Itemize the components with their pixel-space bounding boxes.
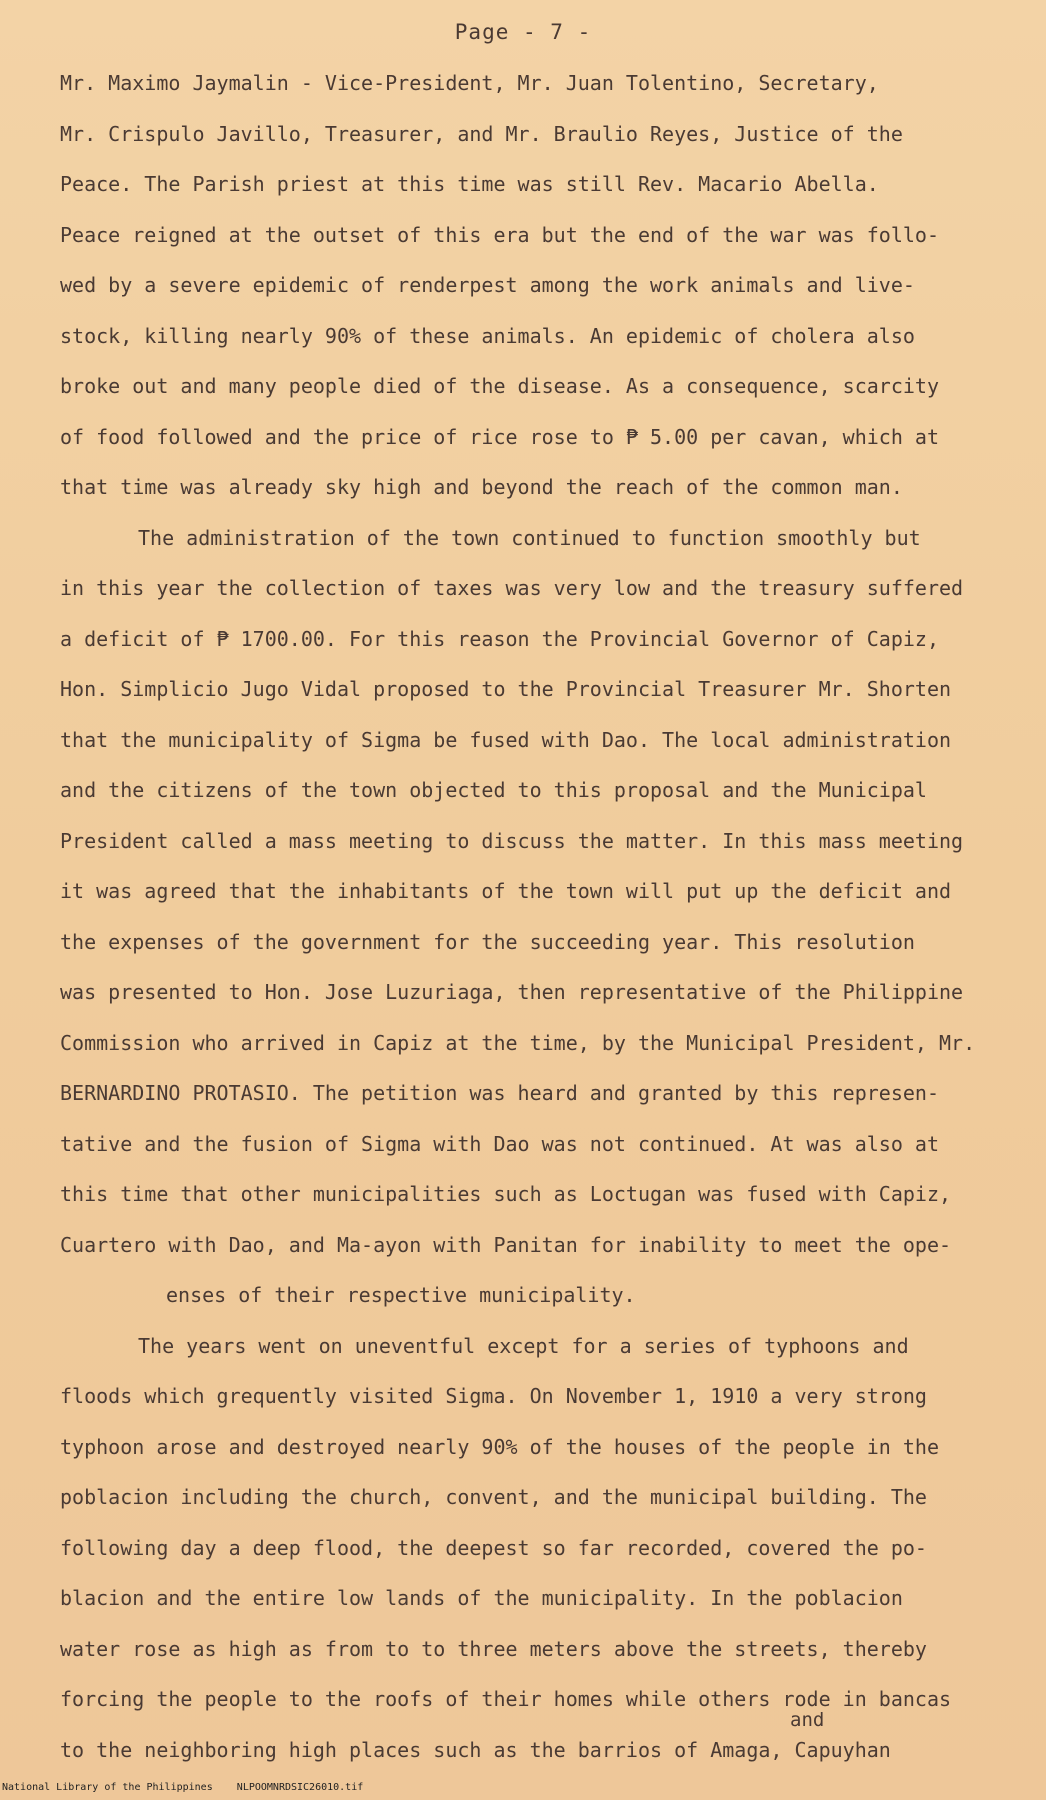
- page-header: Page - 7 -: [454, 20, 592, 44]
- text-line: stock, killing nearly 90% of these animals. An epidemic of cholera also: [60, 323, 915, 348]
- text-line: and the citizens of the town objected to this proposal and the Municipal: [60, 778, 927, 802]
- text-line: was presented to Hon. Jose Luzuriaga, then representative of the Philippine: [60, 980, 964, 1004]
- text-line: enses of their respective municipality.: [166, 1283, 636, 1307]
- text-line: Mr. Crispulo Javillo, Treasurer, and Mr. Braulio Reyes, Justice of the: [60, 121, 903, 146]
- text-line: a deficit of ₱ 1700.00. For this reason the Provincial Governor of Capiz,: [60, 626, 939, 651]
- text-line: that time was already sky high and beyond the reach of the common man.: [60, 475, 903, 499]
- text-line: tative and the fusion of Sigma with Dao was not continued. At was also at: [60, 1131, 939, 1156]
- text-line: blacion and the entire low lands of the municipality. In the poblacion: [60, 1586, 903, 1610]
- text-line: broke out and many people died of the disease. As a consequence, scarcity: [60, 374, 939, 398]
- text-line: following day a deep flood, the deepest so far recorded, covered the po-: [60, 1535, 927, 1560]
- text-line: typhoon arose and destroyed nearly 90% of the houses of the people in the: [60, 1434, 939, 1459]
- paragraph-start-line: The years went on uneventful except for a series of typhoons and: [138, 1333, 909, 1358]
- text-line: Hon. Simplicio Jugo Vidal proposed to the Provincial Treasurer Mr. Shorten: [60, 677, 952, 701]
- text-line: poblacion including the church, convent, and the municipal building. The: [60, 1485, 927, 1509]
- body-text: [60, 68, 1020, 1785]
- inserted-word: and: [790, 1709, 825, 1731]
- text-line: water rose as high as from to to three meters above the streets, thereby: [60, 1636, 927, 1661]
- text-line: of food followed and the price of rice rose to ₱ 5.00 per cavan, which at: [60, 424, 939, 449]
- text-line: floods which grequently visited Sigma. On November 1, 1910 a very strong: [60, 1384, 927, 1408]
- archive-footer: National Library of the Philippines NLPOOMNRDSIC26010.tif: [2, 1782, 364, 1793]
- text-line: Commission who arrived in Capiz at the time, by the Municipal President, Mr.: [60, 1030, 976, 1055]
- paragraph-start-line: The administration of the town continued to function smoothly but: [138, 525, 921, 550]
- text-line: it was agreed that the inhabitants of the town will put up the deficit and: [60, 879, 952, 903]
- text-line: this time that other municipalities such as Loctugan was fused with Capiz,: [60, 1182, 952, 1206]
- text-line: Peace. The Parish priest at this time was still Rev. Macario Abella.: [60, 172, 879, 196]
- text-line: that the municipality of Sigma be fused with Dao. The local administration: [60, 727, 952, 752]
- text-line: Mr. Maximo Jaymalin - Vice-President, Mr. Juan Tolentino, Secretary,: [60, 71, 879, 95]
- text-line: wed by a severe epidemic of renderpest among the work animals and live-: [60, 273, 915, 297]
- text-line: Cuartero with Dao, and Ma-ayon with Panitan for inability to meet the ope-: [60, 1232, 952, 1257]
- text-line: in this year the collection of taxes was very low and the treasury suffered: [60, 576, 964, 600]
- text-line: forcing the people to the roofs of their homes while others rode in bancas: [60, 1687, 952, 1711]
- text-line: President called a mass meeting to discuss the matter. In this mass meeting: [60, 828, 964, 853]
- text-line: the expenses of the government for the succeeding year. This resolution: [60, 929, 915, 954]
- text-line: to the neighboring high places such as the barrios of Amaga, Capuyhan: [60, 1737, 891, 1762]
- text-line: Peace reigned at the outset of this era but the end of the war was follo-: [60, 222, 939, 247]
- text-line: BERNARDINO PROTASIO. The petition was heard and granted by this represen-: [60, 1081, 939, 1105]
